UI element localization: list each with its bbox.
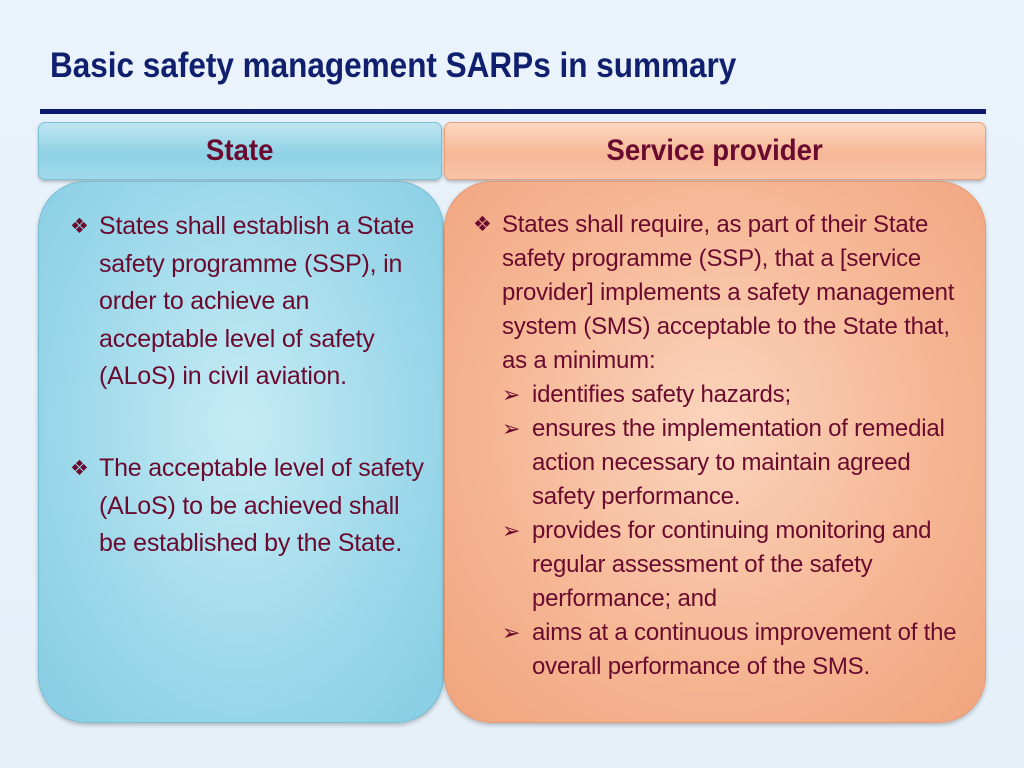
service-provider-intro [473, 208, 958, 378]
service-provider-panel [444, 181, 986, 723]
title-divider [40, 109, 986, 114]
service-provider-subitem [502, 378, 962, 412]
service-provider-header-label: Service provider [606, 134, 824, 167]
subitem-text: aims at a continuous improvement of the overall performance of the SMS. [532, 619, 957, 680]
slide-title: Basic safety management SARPs in summary [50, 46, 737, 85]
diamond-bullet-icon: ❖ [70, 457, 89, 480]
service-provider-subitem [502, 616, 962, 684]
diamond-bullet-icon: ❖ [473, 213, 492, 236]
state-header [38, 122, 442, 180]
diamond-bullet-icon: ❖ [70, 215, 89, 238]
service-provider-subitem [502, 514, 962, 616]
state-item-text: States shall establish a State safety programme (SSP), in order to achieve an acceptable level of safety (ALoS) in civil aviation. [99, 212, 415, 390]
service-provider-intro-text: States shall require, as part of their State safety programme (SSP), that a [service provider] implements a safety management system (SMS) acceptable to the State that, as a minimum: [502, 211, 955, 374]
service-provider-subitem [502, 412, 962, 514]
state-panel [38, 181, 444, 723]
state-item [70, 208, 429, 396]
subitem-text: provides for continuing monitoring and regular assessment of the safety performance; and [532, 517, 932, 612]
arrow-bullet-icon: ➢ [502, 382, 521, 407]
arrow-bullet-icon: ➢ [502, 416, 521, 441]
state-item-text: The acceptable level of safety (ALoS) to be achieved shall be established by the State. [99, 454, 424, 557]
service-provider-header [444, 122, 986, 180]
subitem-text: identifies safety hazards; [532, 381, 791, 408]
state-item [70, 450, 429, 563]
arrow-bullet-icon: ➢ [502, 518, 521, 543]
subitem-text: ensures the implementation of remedial action necessary to maintain agreed safety performance. [532, 415, 945, 510]
arrow-bullet-icon: ➢ [502, 620, 521, 645]
state-header-label: State [206, 134, 274, 167]
